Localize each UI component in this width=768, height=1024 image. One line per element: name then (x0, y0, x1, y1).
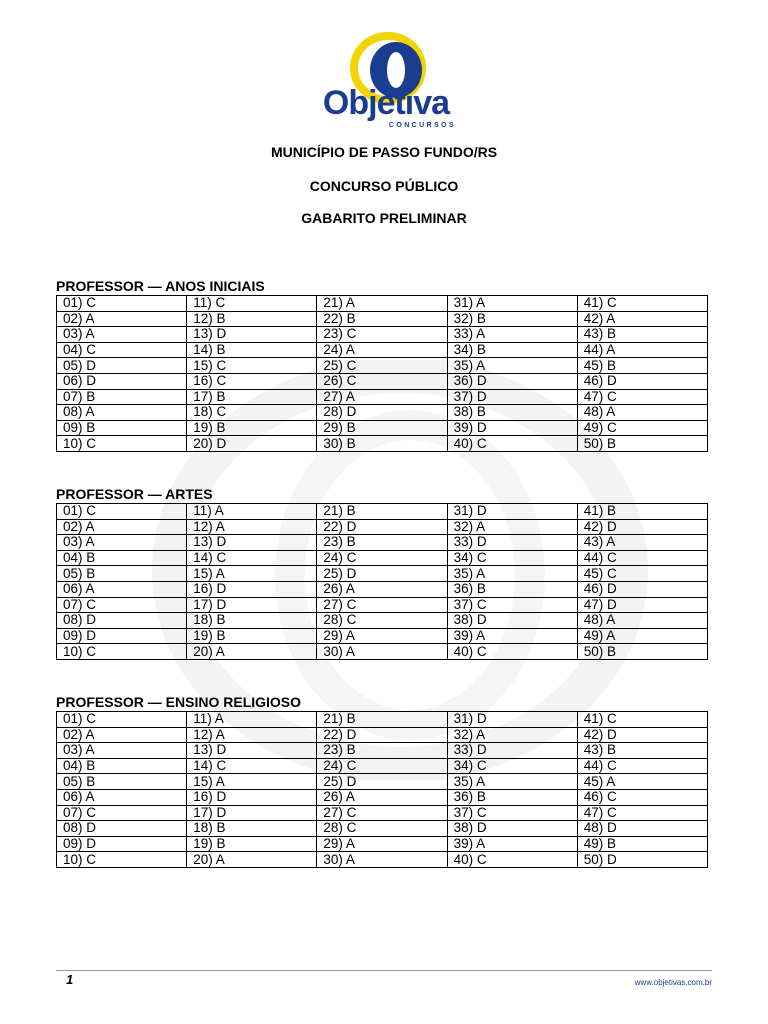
answer-cell: 41) C (577, 712, 707, 728)
answer-cell: 05) D (57, 358, 187, 374)
answer-cell: 09) D (57, 628, 187, 644)
answer-cell: 08) D (57, 821, 187, 837)
answer-cell: 46) D (577, 373, 707, 389)
table-row (57, 389, 708, 405)
answer-cell: 21) B (317, 504, 447, 520)
answer-cell: 27) C (317, 805, 447, 821)
table-row (57, 774, 708, 790)
answer-cell: 19) B (187, 628, 317, 644)
answer-cell: 24) C (317, 758, 447, 774)
answer-cell: 21) A (317, 296, 447, 312)
footer-divider (56, 970, 712, 971)
answer-cell: 46) C (577, 789, 707, 805)
answer-cell: 33) A (447, 327, 577, 343)
answer-cell: 35) A (447, 566, 577, 582)
answer-cell: 36) B (447, 581, 577, 597)
answer-cell: 48) D (577, 821, 707, 837)
table-row (57, 743, 708, 759)
answer-cell: 43) B (577, 327, 707, 343)
answer-table-ensino-religioso (56, 711, 708, 868)
answer-cell: 12) A (187, 727, 317, 743)
answer-cell: 37) C (447, 805, 577, 821)
answer-cell: 44) C (577, 550, 707, 566)
answer-cell: 38) B (447, 405, 577, 421)
answer-cell: 19) B (187, 420, 317, 436)
answer-cell: 09) B (57, 420, 187, 436)
answer-table-artes (56, 503, 708, 660)
answer-cell: 11) A (187, 504, 317, 520)
answer-cell: 04) C (57, 342, 187, 358)
answer-cell: 36) D (447, 373, 577, 389)
table-row (57, 550, 708, 566)
answer-cell: 32) A (447, 727, 577, 743)
answer-cell: 37) D (447, 389, 577, 405)
answer-cell: 50) B (577, 644, 707, 660)
answer-cell: 25) D (317, 566, 447, 582)
table-row (57, 436, 708, 452)
answer-cell: 13) D (187, 743, 317, 759)
answer-table-anos-iniciais (56, 295, 708, 452)
answer-cell: 15) A (187, 774, 317, 790)
answer-cell: 26) A (317, 581, 447, 597)
answer-cell: 31) A (447, 296, 577, 312)
answer-cell: 21) B (317, 712, 447, 728)
answer-cell: 14) C (187, 758, 317, 774)
table-row (57, 358, 708, 374)
answer-cell: 07) C (57, 805, 187, 821)
answer-cell: 01) C (57, 296, 187, 312)
answer-cell: 29) A (317, 628, 447, 644)
answer-cell: 28) C (317, 613, 447, 629)
answer-cell: 31) D (447, 504, 577, 520)
answer-cell: 25) C (317, 358, 447, 374)
answer-cell: 23) B (317, 535, 447, 551)
answer-cell: 36) B (447, 789, 577, 805)
answer-cell: 35) A (447, 774, 577, 790)
answer-cell: 07) B (57, 389, 187, 405)
answer-cell: 12) A (187, 519, 317, 535)
table-row (57, 327, 708, 343)
table-row (57, 758, 708, 774)
answer-cell: 29) A (317, 836, 447, 852)
answer-cell: 35) A (447, 358, 577, 374)
answer-cell: 16) C (187, 373, 317, 389)
answer-cell: 25) D (317, 774, 447, 790)
answer-cell: 49) B (577, 836, 707, 852)
answer-cell: 50) B (577, 436, 707, 452)
answer-cell: 12) B (187, 311, 317, 327)
answer-cell: 40) C (447, 852, 577, 868)
answer-cell: 09) D (57, 836, 187, 852)
answer-cell: 22) D (317, 519, 447, 535)
answer-cell: 42) A (577, 311, 707, 327)
answer-cell: 39) A (447, 628, 577, 644)
answer-cell: 11) C (187, 296, 317, 312)
answer-cell: 30) B (317, 436, 447, 452)
answer-cell: 06) D (57, 373, 187, 389)
table-row (57, 597, 708, 613)
answer-cell: 41) C (577, 296, 707, 312)
answer-cell: 04) B (57, 758, 187, 774)
answer-cell: 42) D (577, 519, 707, 535)
answer-cell: 33) D (447, 743, 577, 759)
answer-cell: 10) C (57, 852, 187, 868)
answer-cell: 44) C (577, 758, 707, 774)
answer-cell: 40) C (447, 436, 577, 452)
answer-cell: 26) A (317, 789, 447, 805)
answer-cell: 16) D (187, 581, 317, 597)
table-row (57, 519, 708, 535)
table-row (57, 535, 708, 551)
answer-cell: 45) C (577, 566, 707, 582)
answer-cell: 14) C (187, 550, 317, 566)
answer-cell: 02) A (57, 519, 187, 535)
answer-cell: 48) A (577, 405, 707, 421)
answer-cell: 24) C (317, 550, 447, 566)
answer-cell: 45) A (577, 774, 707, 790)
answer-cell: 15) C (187, 358, 317, 374)
answer-cell: 32) A (447, 519, 577, 535)
answer-cell: 08) A (57, 405, 187, 421)
answer-cell: 33) D (447, 535, 577, 551)
answer-cell: 14) B (187, 342, 317, 358)
answer-cell: 10) C (57, 644, 187, 660)
answer-cell: 13) D (187, 535, 317, 551)
answer-cell: 10) C (57, 436, 187, 452)
table-row (57, 405, 708, 421)
table-row (57, 821, 708, 837)
answer-cell: 37) C (447, 597, 577, 613)
answer-cell: 16) D (187, 789, 317, 805)
answer-cell: 34) C (447, 550, 577, 566)
answer-cell: 18) C (187, 405, 317, 421)
answer-cell: 47) C (577, 389, 707, 405)
heading-contest: CONCURSO PÚBLICO (309, 178, 459, 194)
answer-cell: 04) B (57, 550, 187, 566)
table-row (57, 373, 708, 389)
answer-cell: 31) D (447, 712, 577, 728)
answer-cell: 43) B (577, 743, 707, 759)
answer-cell: 03) A (57, 535, 187, 551)
answer-cell: 39) D (447, 420, 577, 436)
answer-cell: 22) D (317, 727, 447, 743)
table-row (57, 644, 708, 660)
answer-cell: 01) C (57, 712, 187, 728)
answer-cell: 06) A (57, 789, 187, 805)
answer-cell: 45) B (577, 358, 707, 374)
table-row (57, 504, 708, 520)
answer-cell: 40) C (447, 644, 577, 660)
answer-cell: 03) A (57, 327, 187, 343)
heading-answer-key: GABARITO PRELIMINAR (301, 210, 467, 226)
answer-cell: 42) D (577, 727, 707, 743)
answer-cell: 06) A (57, 581, 187, 597)
answer-cell: 18) B (187, 613, 317, 629)
brand-name: Objetiva (322, 84, 450, 122)
answer-cell: 01) C (57, 504, 187, 520)
answer-cell: 30) A (317, 644, 447, 660)
answer-cell: 05) B (57, 774, 187, 790)
answer-cell: 23) C (317, 327, 447, 343)
answer-cell: 27) C (317, 597, 447, 613)
table-row (57, 836, 708, 852)
answer-cell: 41) B (577, 504, 707, 520)
table-row (57, 296, 708, 312)
answer-cell: 50) D (577, 852, 707, 868)
answer-cell: 08) D (57, 613, 187, 629)
answer-cell: 24) A (317, 342, 447, 358)
answer-cell: 22) B (317, 311, 447, 327)
answer-cell: 48) A (577, 613, 707, 629)
answer-cell: 46) D (577, 581, 707, 597)
answer-cell: 15) A (187, 566, 317, 582)
table-row (57, 852, 708, 868)
page-number: 1 (66, 972, 74, 987)
answer-cell: 43) A (577, 535, 707, 551)
answer-cell: 05) B (57, 566, 187, 582)
section-title-ensino-religioso: PROFESSOR — ENSINO RELIGIOSO (56, 694, 302, 710)
answer-cell: 20) D (187, 436, 317, 452)
answer-cell: 13) D (187, 327, 317, 343)
answer-cell: 19) B (187, 836, 317, 852)
answer-cell: 47) D (577, 597, 707, 613)
answer-cell: 28) C (317, 821, 447, 837)
answer-cell: 32) B (447, 311, 577, 327)
answer-cell: 02) A (57, 311, 187, 327)
answer-cell: 17) B (187, 389, 317, 405)
brand-subtitle: CONCURSOS (388, 122, 456, 129)
table-row (57, 566, 708, 582)
answer-cell: 38) D (447, 613, 577, 629)
answer-cell: 26) C (317, 373, 447, 389)
answer-cell: 17) D (187, 805, 317, 821)
answer-cell: 20) A (187, 644, 317, 660)
heading-municipality: MUNICÍPIO DE PASSO FUNDO/RS (270, 144, 498, 160)
answer-cell: 34) B (447, 342, 577, 358)
table-row (57, 311, 708, 327)
answer-cell: 17) D (187, 597, 317, 613)
answer-cell: 39) A (447, 836, 577, 852)
answer-cell: 34) C (447, 758, 577, 774)
section-title-artes: PROFESSOR — ARTES (56, 486, 213, 502)
answer-cell: 38) D (447, 821, 577, 837)
answer-cell: 29) B (317, 420, 447, 436)
answer-cell: 20) A (187, 852, 317, 868)
answer-cell: 49) A (577, 628, 707, 644)
table-row (57, 727, 708, 743)
answer-cell: 27) A (317, 389, 447, 405)
answer-cell: 28) D (317, 405, 447, 421)
answer-cell: 44) A (577, 342, 707, 358)
section-title-anos-iniciais: PROFESSOR — ANOS INICIAIS (56, 278, 265, 294)
table-row (57, 712, 708, 728)
answer-cell: 49) C (577, 420, 707, 436)
table-row (57, 789, 708, 805)
answer-cell: 47) C (577, 805, 707, 821)
answer-cell: 07) C (57, 597, 187, 613)
table-row (57, 628, 708, 644)
table-row (57, 420, 708, 436)
answer-cell: 03) A (57, 743, 187, 759)
answer-cell: 02) A (57, 727, 187, 743)
footer-website: www.objetivas.com.br (634, 978, 712, 987)
answer-cell: 30) A (317, 852, 447, 868)
table-row (57, 581, 708, 597)
table-row (57, 613, 708, 629)
answer-cell: 18) B (187, 821, 317, 837)
answer-cell: 11) A (187, 712, 317, 728)
table-row (57, 342, 708, 358)
table-row (57, 805, 708, 821)
answer-cell: 23) B (317, 743, 447, 759)
